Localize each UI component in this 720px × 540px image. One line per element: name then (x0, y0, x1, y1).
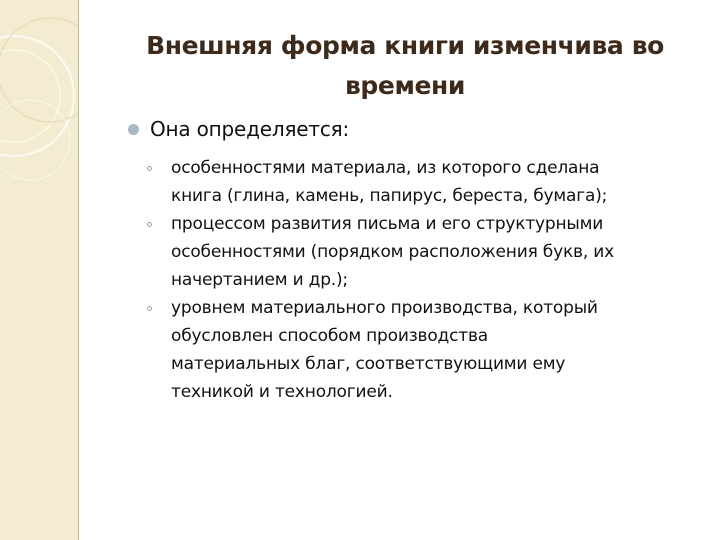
decorative-side-panel (0, 0, 79, 540)
sub-bullet-item (128, 294, 708, 406)
sub-bullet-text-line: особенностями (порядком расположения букв, их (171, 242, 614, 262)
sub-bullet-icon (147, 222, 152, 227)
title-line-1: Внешняя форма книги изменчива во (146, 31, 664, 60)
decorative-circles-graphic (0, 0, 78, 540)
sub-bullet-text-line: процессом развития письма и его структурными (171, 214, 604, 234)
sub-bullet-text-line: уровнем материального производства, который (171, 298, 598, 318)
sub-bullet-item (128, 210, 708, 294)
sub-bullet-icon (147, 306, 152, 311)
sub-bullet-text-line: начертанием и др.); (171, 270, 348, 290)
sub-bullet-item (128, 154, 708, 210)
sub-bullet-icon (147, 166, 152, 171)
slide-content (128, 114, 708, 406)
sub-bullet-text-line: книга (глина, камень, папирус, береста, бумага); (171, 186, 608, 206)
slide-title (110, 26, 700, 106)
bullet-icon (128, 124, 139, 135)
main-bullet-text: Она определяется: (150, 117, 350, 141)
sub-bullet-text-line: техникой и технологией. (171, 382, 393, 402)
sub-bullet-text-line: материальных благ, соответствующими ему (171, 354, 566, 374)
main-bullet-item (128, 114, 708, 144)
sub-bullet-text-line: обусловлен способом производства (171, 326, 488, 346)
title-line-2: времени (344, 71, 466, 100)
sub-bullet-text-line: особенностями материала, из которого сделана (171, 158, 600, 178)
